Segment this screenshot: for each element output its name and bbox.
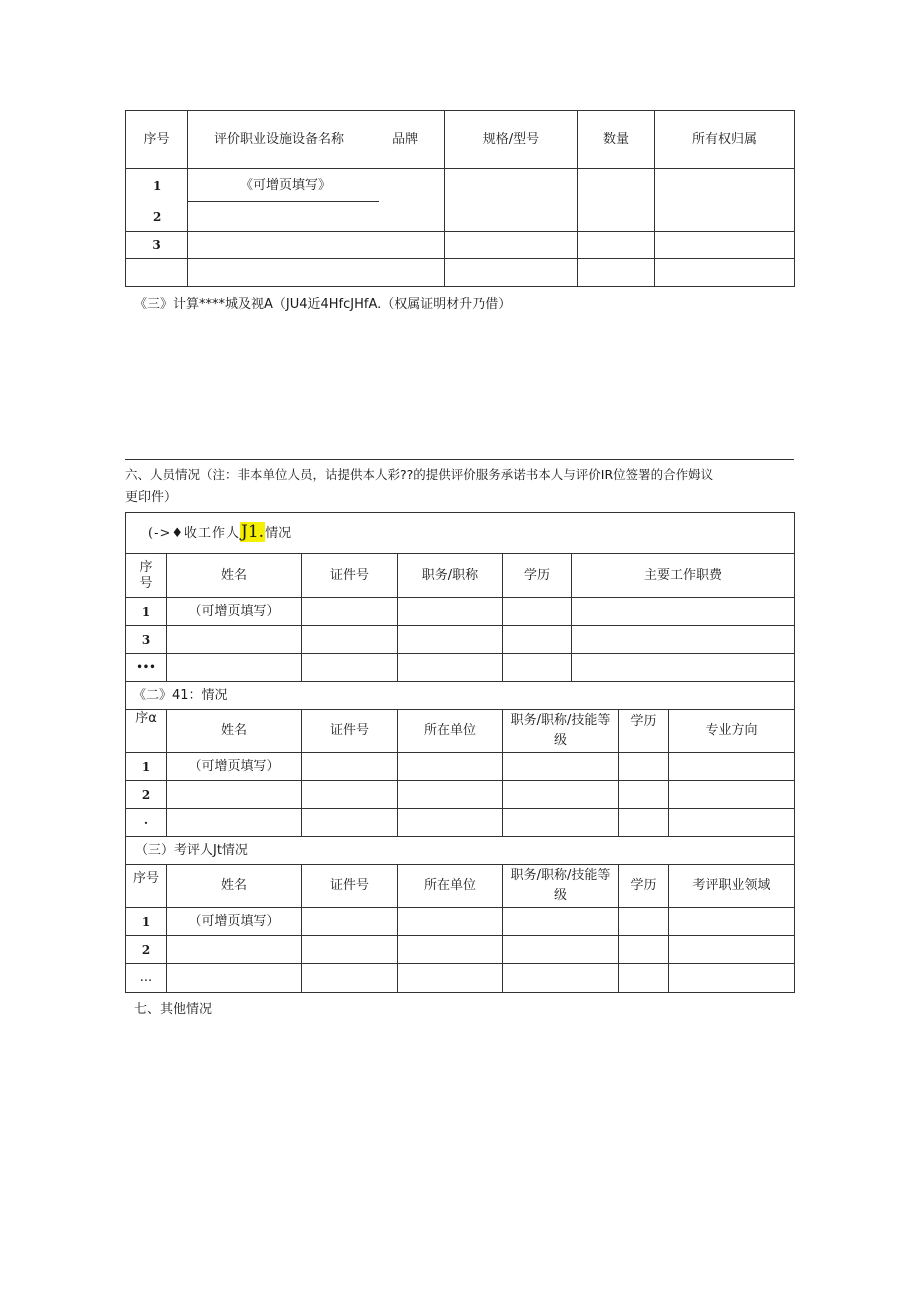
sub1-header-edu: 学历: [503, 554, 572, 598]
cell: [572, 626, 795, 654]
section7-title: 七、其他情况: [134, 1002, 213, 1017]
section6-title: 六、人员情况（注：非本单位人员，诂提供本人彩??的提供评价服务承诺书本人与评价IR位签署的合作姆议: [125, 467, 714, 482]
row-no: 2: [153, 210, 162, 224]
cell: [619, 753, 669, 781]
sub3-header-edu: 学历: [619, 865, 669, 908]
sub2-header-edu: 学历: [619, 710, 669, 753]
sub2-title: 《二》41：情况: [126, 682, 795, 710]
cell: [655, 232, 795, 259]
cell: [398, 809, 503, 837]
cell: [503, 753, 619, 781]
cell: [302, 809, 398, 837]
cell: [167, 936, 302, 964]
row-no-cell: [126, 169, 188, 232]
sub1-header-title: 职务/职称: [398, 554, 503, 598]
cell: [398, 781, 503, 809]
cell: [398, 626, 503, 654]
sub1-row-no: •••: [126, 654, 167, 682]
cell: [669, 809, 795, 837]
sub2-header-no: 序α: [126, 710, 167, 753]
sub3-header-no: 序号: [126, 865, 167, 908]
cell: [503, 936, 619, 964]
cell: [302, 753, 398, 781]
cell: [445, 259, 578, 287]
cell: [302, 781, 398, 809]
header-no: 序号: [126, 111, 188, 169]
cell: [503, 781, 619, 809]
row-name: 《可增页填写》: [240, 178, 332, 193]
cell: [503, 964, 619, 993]
cell: [503, 626, 572, 654]
sub2-header-id: 证件号: [302, 710, 398, 753]
sub1-row-name: （可增页填写）: [167, 598, 302, 626]
sub3-title: （三）考评人Jt情况: [126, 837, 795, 865]
header-brand: 品牌: [392, 131, 419, 147]
sub2-row-no: 1: [126, 753, 167, 781]
divider: [125, 459, 794, 460]
cell: [655, 259, 795, 287]
cell: [503, 598, 572, 626]
cell: [503, 654, 572, 682]
sub2-header-unit: 所在单位: [398, 710, 503, 753]
sub2-row-name: （可增页填写）: [167, 753, 302, 781]
section3-note: 《三》计算****城及视A（JU4近4HfcJHfA.（权属证明材升乃借）: [134, 297, 512, 312]
sub3-header-id: 证件号: [302, 865, 398, 908]
cell: [578, 259, 655, 287]
sub2-row-no: ·: [126, 809, 167, 837]
cell: [619, 936, 669, 964]
cell: [669, 964, 795, 993]
cell: [445, 232, 578, 259]
cell: [398, 654, 503, 682]
cell: [445, 169, 578, 232]
sub1-header-id: 证件号: [302, 554, 398, 598]
cell: [503, 809, 619, 837]
sub1-header-no-line1: 序: [139, 559, 153, 575]
sub1-header-no: [126, 554, 167, 598]
cell: [619, 964, 669, 993]
row-name-cell: [188, 169, 445, 232]
sub1-title-post: 情况: [265, 526, 292, 541]
cell: [669, 753, 795, 781]
row-no: 1: [153, 179, 162, 193]
sub2-header-major: 专业方向: [669, 710, 795, 753]
cell: [302, 598, 398, 626]
cell: [619, 809, 669, 837]
cell: [188, 259, 445, 287]
sub3-header-field: 考评职业领域: [669, 865, 795, 908]
sub3-header-name: 姓名: [167, 865, 302, 908]
sub3-header-title: 职务/职称/技能等级: [503, 865, 619, 908]
cell: [167, 781, 302, 809]
cell: [302, 654, 398, 682]
cell: [302, 908, 398, 936]
cell: [669, 908, 795, 936]
cell: [578, 169, 655, 232]
cell: [167, 654, 302, 682]
equipment-table: [125, 110, 795, 287]
cell: [669, 781, 795, 809]
cell: [302, 936, 398, 964]
sub1-header-no-line2: 号: [139, 575, 153, 591]
sub3-row-no: ...: [126, 964, 167, 993]
cell: [669, 936, 795, 964]
section6-title-cont: 更印件）: [125, 490, 178, 505]
sub2-row-no: 2: [126, 781, 167, 809]
cell: [167, 809, 302, 837]
sub1-header-name: 姓名: [167, 554, 302, 598]
cell: [578, 232, 655, 259]
header-name-brand: [188, 111, 445, 169]
cell: [167, 626, 302, 654]
sub2-header-title: 职务/职称/技能等级: [503, 710, 619, 753]
header-qty: 数量: [578, 111, 655, 169]
cell: [655, 169, 795, 232]
header-name: 评价职业设施设备名称: [214, 131, 345, 147]
sub1-row-no: 3: [126, 626, 167, 654]
cell: [302, 964, 398, 993]
header-model: 规格/型号: [445, 111, 578, 169]
sub1-row-no: 1: [126, 598, 167, 626]
cell: [302, 626, 398, 654]
sub2-header-name: 姓名: [167, 710, 302, 753]
cell: [503, 908, 619, 936]
cell: [167, 964, 302, 993]
sub1-title: [126, 513, 795, 554]
cell: [398, 908, 503, 936]
sub3-header-unit: 所在单位: [398, 865, 503, 908]
sub3-row-name: （可增页填写）: [167, 908, 302, 936]
cell: [398, 936, 503, 964]
sub1-header-duty: 主要工作职费: [572, 554, 795, 598]
cell: [619, 781, 669, 809]
cell: [398, 964, 503, 993]
cell: [398, 753, 503, 781]
sub1-title-highlight: J1.: [241, 522, 265, 542]
row-no: 3: [126, 232, 188, 259]
sub1-title-pre: (->♦收工作人: [148, 526, 241, 541]
cell: [572, 598, 795, 626]
cell: [126, 259, 188, 287]
header-owner: 所有权归属: [655, 111, 795, 169]
sub3-row-no: 1: [126, 908, 167, 936]
cell: [619, 908, 669, 936]
sub3-row-no: 2: [126, 936, 167, 964]
row-underline: [188, 201, 379, 202]
cell: [188, 232, 445, 259]
cell: [398, 598, 503, 626]
personnel-table: [125, 512, 795, 993]
cell: [572, 654, 795, 682]
